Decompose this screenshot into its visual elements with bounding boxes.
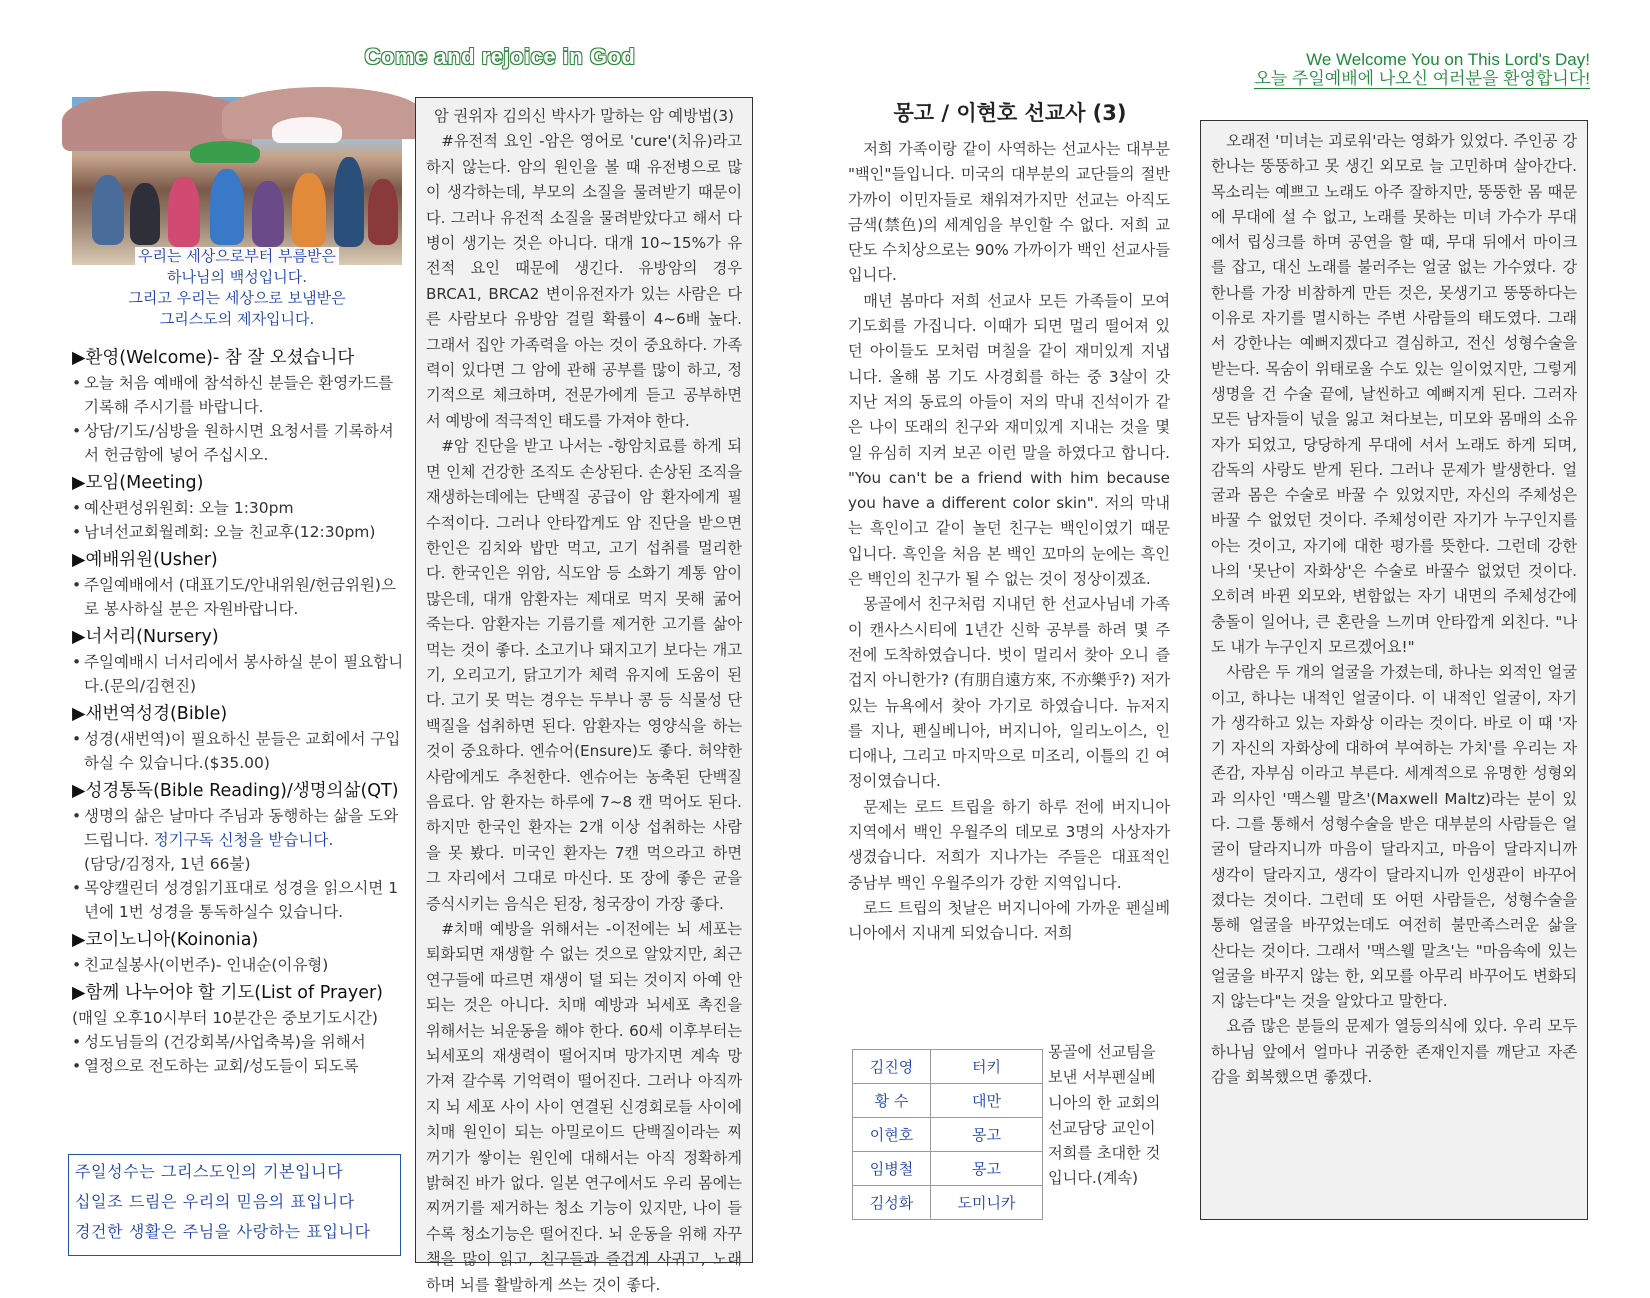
article-paragraph: 문제는 로드 트립을 하기 하루 전에 버지니아 지역에서 백인 우월주의 데모로 3명의 사상자가 생겼습니다. 저희가 지나가는 주들은 대표적인 중남부 백인 우월주의가 강한 지역입니다. bbox=[848, 797, 1170, 892]
missionary-country: 터키 bbox=[931, 1050, 1043, 1084]
mission-article-title: 몽고 / 이현호 선교사 (3) bbox=[893, 101, 1127, 125]
prayer-item: • 열정으로 전도하는 교회/성도들이 되도록 bbox=[72, 1054, 407, 1078]
qt-text: 생명의 삶은 날마다 주님과 동행하는 삶을 도와드립니다. bbox=[84, 807, 399, 849]
article-paragraph: 매년 봄마다 저희 선교사 모든 가족들이 모여 기도회를 가집니다. 이때가 되면 멀리 떨어져 있던 아이들도 모처럼 며칠을 같이 재미있게 지냅니다. 올해 봄 기도 사경회를 하는 중 3살이 갓 지난 저의 동료의 아들이 저의 막내 진석이가 같은 나이 또래의 친구와 재미있게 지내는 것을 몇일 유심히 지켜 보곤 이런 말을 하였다고 합니다. "You can't be a friend with him because you have a different color skin". 저의 막내는 흑인이고 같이 놀던 친구는 백인이였기 때문입니다. 흑인을 처음 본 백인 꼬마의 눈에는 흑인은 백인의 친구가 될 수 없는 것이 정상이겠죠. bbox=[848, 291, 1170, 589]
missionary-name: 임병철 bbox=[853, 1152, 931, 1186]
welcome-item: • 상담/기도/심방을 원하시면 요청서를 기록하셔서 헌금함에 넣어 주십시오. bbox=[72, 419, 407, 467]
meeting-item: • 남녀선교회월례회: 오늘 친교후(12:30pm) bbox=[72, 520, 407, 544]
article-paragraph: #암 진단을 받고 나서는 -항암치료를 하게 되면 인체 건강한 조직도 손상된다. 손상된 조직을 재생하는데에는 단백질 공급이 암 환자에게 필수적이다. 그러나 안타깝게도 암 진단을 받으면 한인은 김치와 밥만 먹고, 고기 섭취를 멀리한다. 한국인은 위암, 식도암 등 소화기 계통 암이 많은데, 대개 암환자는 제대로 먹지 못해 굶어 죽는다. 암환자는 기름기를 제거한 고기를 삶아 먹는 것이 좋다. 소고기나 돼지고기 보다는 개고기, 오리고기, 닭고기가 체력 유지에 도움이 된다. 고기 못 먹는 경우는 두부나 콩 등 식물성 단백질을 섭취하면 된다. 암환자는 영양식을 하는 것이 중요하다. 엔슈어(Ensure)도 좋다. 허약한 사람에게도 추천한다. 엔슈어는 농축된 단백질 음료다. 암 환자는 하루에 7~8 캔 먹어도 된다. 하지만 한국인 환자는 2개 이상 섭취하는 사람을 못 봤다. 미국인 환자는 7캔 먹으라고 하면 그 자리에서 그대로 마신다. 또 장에 좋은 균을 증식시키는 음식은 된장, 청국장이 가장 좋다. bbox=[426, 437, 742, 913]
mission-article bbox=[848, 137, 1170, 947]
koinonia-item: • 친교실봉사(이번주)- 인내순(이유형) bbox=[72, 953, 407, 977]
header-welcome bbox=[1254, 50, 1590, 89]
nursery-item: • 주일예배시 너서리에서 봉사하실 분이 필요합니다.(문의/김현진) bbox=[72, 650, 407, 698]
koinonia-heading: ▶코이노니아(Koinonia) bbox=[72, 930, 259, 950]
bible-reading-item bbox=[72, 804, 407, 852]
motto-box bbox=[68, 1154, 401, 1256]
missionary-name: 김진영 bbox=[853, 1050, 931, 1084]
beach-photo bbox=[72, 97, 402, 265]
missionary-table bbox=[852, 1049, 1043, 1220]
missionary-country: 몽고 bbox=[931, 1152, 1043, 1186]
bible-reading-item: • 목양캘린더 성경읽기표대로 성경을 읽으시면 1년에 1번 성경을 통독하실수 있습니다. bbox=[72, 876, 407, 924]
prayer-heading: ▶함께 나누어야 할 기도(List of Prayer) bbox=[72, 983, 384, 1003]
essay-paragraph: 오래전 '미녀는 괴로워'라는 영화가 있었다. 주인공 강한나는 뚱뚱하고 못 생긴 외모로 늘 고민하며 살아간다. 목소리는 예쁘고 노래도 아주 잘하지만, 뚱뚱한 몸 때문에 무대에 설 수 없고, 노래를 못하는 미녀 가수가 무대에서 립싱크를 하며 공연을 할 때, 무대 뒤에서 마이크를 잡고, 대신 노래를 불러주는 얼굴 없는 가수였다. 강한나를 가장 비참하게 만든 것은, 못생기고 뚱뚱하다는 이유로 자기를 멸시하는 주변 사람들의 태도였다. 그래서 강한나는 예뻐지겠다고 결심하고, 전신 성형수술을 받는다. 목숨이 위태로울 수도 있는 일이었지만, 그렇게 생명을 건 수술 끝에, 날씬하고 예뻐지게 된다. 그러자 모든 남자들이 넋을 잃고 쳐다보는, 미모와 몸매의 소유자가 되었고, 당당하게 무대에 서서 노래도 하게 되며, 감독의 사랑도 받게 된다. 그러나 문제가 발생한다. 얼굴과 몸은 수술로 바꿀 수 있었지만, 자신의 주체성은 바꿀 수 없었던 것이다. 주체성이란 자기가 누구인지를 아는 것이고, 자기에 대한 평가를 뜻한다. 그런데 강한나의 '못난이 자화상'은 수술로 바꿀수 없었던 것이다. 오히려 바뀐 외모와, 변함없는 자기 내면의 주체성간에 충돌이 일어나, 큰 혼란을 느끼며 안타깝게 외친다. "나도 내가 누구인지 모르겠어요!" bbox=[1211, 132, 1577, 656]
missionary-name: 김성화 bbox=[853, 1186, 931, 1220]
meeting-item: • 예산편성위원회: 오늘 1:30pm bbox=[72, 496, 407, 520]
article-paragraph: 저희 가족이랑 같이 사역하는 선교사는 대부분 "백인"들입니다. 미국의 대부분의 교단들의 절반 가까이 이민자들로 채워져가지만 선교는 아직도 금색(禁色)의 세계임을 부인할 수 없다. 저희 교단도 수치상으로는 90% 가까이가 백인 선교사들입니다. bbox=[848, 140, 1170, 285]
table-row bbox=[853, 1118, 1043, 1152]
caption-line: 우리는 세상으로부터 부름받은 bbox=[135, 247, 339, 265]
caption-line: 그리고 우리는 세상으로 보냄받은 bbox=[128, 289, 346, 307]
welcome-heading: ▶환영(Welcome)- 참 잘 오셨습니다 bbox=[72, 348, 355, 368]
caption-line: 그리스도의 제자입니다. bbox=[159, 310, 315, 328]
photo-caption bbox=[72, 246, 402, 330]
motto-line: 십일조 드림은 우리의 믿음의 표입니다 bbox=[75, 1192, 355, 1211]
usher-item: • 주일예배에서 (대표기도/안내위원/헌금위원)으로 봉사하실 분은 자원바랍니다. bbox=[72, 573, 407, 621]
mission-article-tail: 몽골에 선교팀을 보낸 서부펜실베니아의 한 교회의 선교담당 교인이 저희를 초대한 것입니다.(계속) bbox=[1048, 1043, 1161, 1188]
prayer-time-note: (매일 오후10시부터 10분간은 중보기도시간) bbox=[72, 1009, 378, 1027]
table-row bbox=[853, 1084, 1043, 1118]
health-article bbox=[415, 97, 753, 1294]
nursery-heading: ▶너서리(Nursery) bbox=[72, 627, 219, 647]
prayer-item: • 성도님들의 (건강회복/사업축복)을 위해서 bbox=[72, 1030, 407, 1054]
subscription-note: (담당/김정자, 1년 66불) bbox=[84, 855, 251, 873]
article-paragraph: #유전적 요인 -암은 영어로 'cure'(치유)라고 하지 않는다. 암의 원인을 볼 때 유전병으로 많이 생각하는데, 부모의 소질을 물려받기 때문이다. 그러나 유전적 소질을 물려받았다고 해서 다 병이 생기는 것은 아니다. 대개 10~15%가 유전적 요인 때문에 생긴다. 유방암의 경우 BRCA1, BRCA2 변이유전자가 있는 사람은 다른 사람보다 유방암 걸릴 확률이 4~6배 높다. 그래서 집안 가족력을 아는 것이 중요하다. 가족력이 있다면 그 암에 관해 공부를 많이 하고, 정기적으로 체크하며, 전문가에게 듣고 공부하면서 예방에 적극적인 태도를 가져야 한다. bbox=[426, 132, 742, 430]
welcome-english: We Welcome You on This Lord's Day! bbox=[1306, 50, 1590, 69]
missionary-country: 대만 bbox=[931, 1084, 1043, 1118]
missionary-name: 황 수 bbox=[853, 1084, 931, 1118]
article-paragraph: #치매 예방을 위해서는 -이전에는 뇌 세포는 퇴화되면 재생할 수 없는 것으로 알았지만, 최근 연구들에 따르면 재생이 덜 되는 것이지 아예 안 되는 것은 아니다. 치매 예방과 뇌세포 촉진을 위해서는 뇌운동을 해야 한다. 60세 이후부터는 뇌세포의 재생력이 떨어지며 망가지면 계속 망가져 갈수록 기억력이 떨어진다. 그러나 아직까지 뇌 세포 사이 사이 연결된 신경회로들 사이에 치매 원인이 되는 아밀로이드 단백질이라는 찌꺼기가 쌓이는 원인에 대해서는 아직 정확하게 밝혀진 바가 없다. 일본 연구에서도 우리 몸에는 찌꺼기를 제거하는 청소 기능이 있지만, 나이 들수록 청소기능은 떨어진다. 뇌 운동을 위해 자꾸 책을 많이 읽고, 친구들과 즐겁게 사귀고, 노래하며 뇌를 활발하게 쓰는 것이 좋다. bbox=[426, 920, 742, 1294]
article-paragraph: 로드 트립의 첫날은 버지니아에 가까운 펜실베니아에서 지내게 되었습니다. 저희 bbox=[848, 898, 1170, 943]
essay-paragraph: 요즘 많은 분들의 문제가 열등의식에 있다. 우리 모두 하나님 앞에서 얼마나 귀중한 존재인지를 깨닫고 자존감을 회복했으면 좋겠다. bbox=[1211, 1017, 1577, 1086]
table-row bbox=[853, 1050, 1043, 1084]
bible-reading-heading: ▶성경통독(Bible Reading)/생명의삶(QT) bbox=[72, 781, 399, 801]
missionary-country: 몽고 bbox=[931, 1118, 1043, 1152]
motto-line: 경건한 생활은 주님을 사랑하는 표입니다 bbox=[75, 1222, 371, 1241]
missionary-name: 이현호 bbox=[853, 1118, 931, 1152]
subscription-notice: 정기구독 신청을 받습니다. bbox=[153, 831, 334, 849]
meeting-heading: ▶모임(Meeting) bbox=[72, 473, 204, 493]
table-row bbox=[853, 1186, 1043, 1220]
usher-heading: ▶예배위원(Usher) bbox=[72, 550, 218, 570]
health-article-title: 암 권위자 김의신 박사가 말하는 암 예방법(3) bbox=[434, 107, 734, 125]
header-motto: Come and rejoice in God bbox=[364, 44, 636, 69]
article-paragraph: 몽골에서 친구처럼 지내던 한 선교사님네 가족이 캔사스시티에 1년간 신학 공부를 하려 몇 주 전에 도착하였습니다. 벗이 멀리서 찾아 오니 즐겁지 아니한가? (有朋自遠方來, 不亦樂乎?) 저가 있는 뉴욕에서 찾아 가기로 하였습니다. 뉴저지를 지나, 펜실베니아, 버지니아, 일리노이스, 인디애나, 그리고 마지막으로 미조리, 이틀의 긴 여정이였습니다. bbox=[848, 595, 1170, 791]
essay-paragraph: 사람은 두 개의 얼굴을 가졌는데, 하나는 외적인 얼굴이고, 하나는 내적인 얼굴이다. 이 내적인 얼굴이, 자기가 생각하고 있는 자화상 이라는 것이다. 바로 이 때 '자기 자신의 자화상에 대하여 부여하는 가치'를 우리는 자존감, 자부심 이라고 부른다. 세계적으로 유명한 성형외과 의사인 '맥스웰 말츠'(Maxwell Maltz)라는 분이 있다. 그를 통해서 성형수술을 받은 대부분의 사람들은 얼굴이 달라지니까 마음이 달라지고, 마음이 달라지니까 생각이 달라지고, 생각이 달라지니까 인생관이 바꾸어졌다는 것이다. 그런데 또 어떤 사람들은, 성형수술을 통해 얼굴을 바꾸었는데도 여전히 불만족스러운 삶을 산다는 것이다. 그래서 '맥스웰 말츠'는 "마음속에 있는 얼굴을 바꾸지 않는 한, 외모를 아무리 바꾸어도 변화되지 않는다"는 것을 알았다고 말한다. bbox=[1211, 663, 1577, 1011]
bible-item: • 성경(새번역)이 필요하신 분들은 교회에서 구입하실 수 있습니다.($35.00) bbox=[72, 727, 407, 775]
caption-line: 하나님의 백성입니다. bbox=[164, 268, 310, 286]
welcome-korean: 오늘 주일예배에 나오신 여러분을 환영합니다! bbox=[1254, 69, 1590, 88]
motto-line: 주일성수는 그리스도인의 기본입니다 bbox=[75, 1162, 344, 1181]
welcome-item: • 오늘 처음 예배에 참석하신 분들은 환영카드를 기록해 주시기를 바랍니다. bbox=[72, 371, 407, 419]
essay-box bbox=[1200, 120, 1588, 1220]
announcements bbox=[72, 342, 407, 1078]
bible-heading: ▶새번역성경(Bible) bbox=[72, 704, 228, 724]
table-row bbox=[853, 1152, 1043, 1186]
missionary-country: 도미니카 bbox=[931, 1186, 1043, 1220]
